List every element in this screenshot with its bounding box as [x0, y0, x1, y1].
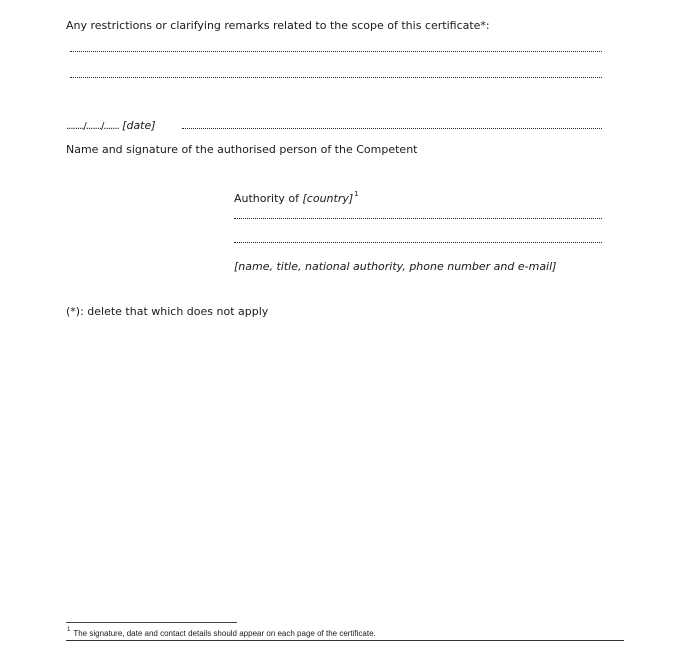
date-placeholder: [date] [122, 119, 156, 132]
footnote-ref: 1 [354, 190, 359, 199]
footnote-text: The signature, date and contact details should appear on each page of the certificate. [73, 629, 376, 638]
date-blanks[interactable]: ......../......./....... [66, 121, 119, 132]
footnote-underline [66, 640, 624, 641]
authority-line-2[interactable] [234, 242, 602, 243]
footnote [66, 628, 376, 639]
signature-label: Name and signature of the authorised person of the Competent [66, 143, 418, 156]
restrictions-line-2[interactable] [70, 77, 602, 78]
restrictions-label: Any restrictions or clarifying remarks related to the scope of this certificate*: [66, 19, 490, 32]
details-placeholder: [name, title, national authority, phone number and e-mail] [234, 260, 557, 273]
date-signature-line[interactable] [182, 128, 602, 129]
restrictions-line-1[interactable] [70, 51, 602, 52]
footnote-marker: 1 [67, 627, 71, 634]
country-placeholder: [country] [302, 192, 354, 205]
footnote-separator [66, 622, 237, 623]
date-field [66, 119, 156, 134]
authority-prefix: Authority of [234, 192, 303, 205]
authority-label [234, 192, 359, 206]
delete-note: (*): delete that which does not apply [66, 305, 269, 318]
authority-line-1[interactable] [234, 218, 602, 219]
